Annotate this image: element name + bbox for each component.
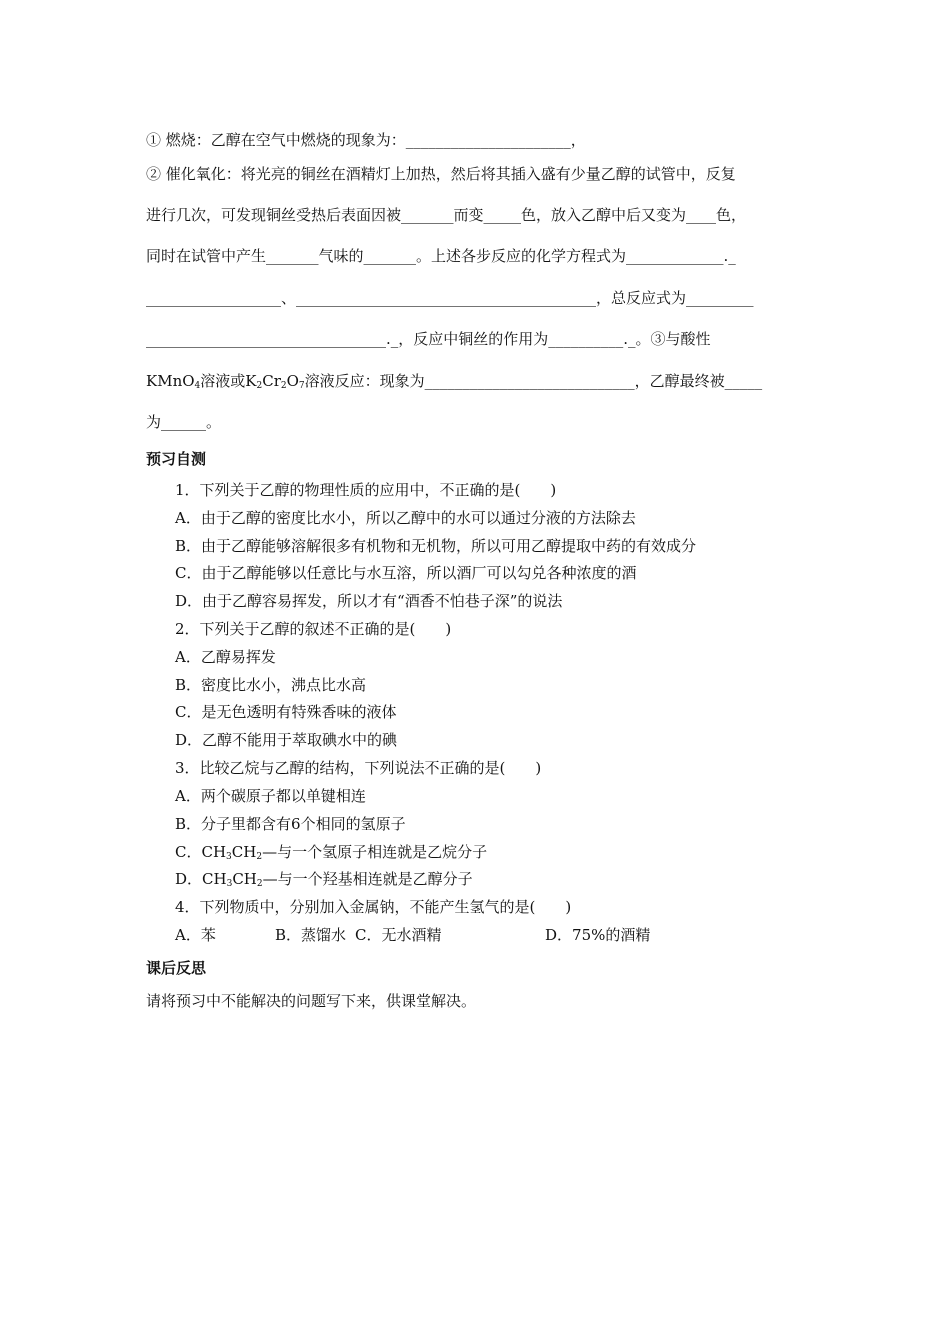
catalytic-oxidation-line-3: 同时在试管中产生_______气味的_______。上述各步反应的化学方程式为_____________._	[146, 247, 736, 265]
text-segment: D．CH	[175, 870, 227, 888]
text-segment: CH	[231, 843, 257, 861]
subscript: 2	[256, 852, 263, 862]
subscript: 7	[298, 381, 305, 391]
subscript: 2	[280, 381, 287, 391]
combustion-line: ① 燃烧：乙醇在空气中燃烧的现象为：______________________，	[146, 131, 586, 149]
question-2-option-d: D．乙醇不能用于萃取碘水中的碘	[175, 731, 398, 749]
question-4-option-c: C．无水酒精	[355, 926, 442, 944]
question-4-option-b: B．蒸馏水	[275, 926, 347, 944]
kmno4-text: KMnO	[146, 372, 195, 390]
question-1-option-a: A．由于乙醇的密度比水小，所以乙醇中的水可以通过分液的方法除去	[175, 509, 636, 527]
question-1: 1．下列关于乙醇的物理性质的应用中，不正确的是( )	[175, 481, 557, 499]
text-segment: O	[286, 372, 299, 390]
acidic-oxidant-line	[146, 370, 762, 391]
text-segment: 溶液反应：现象为____________________________，乙醇最终被_____	[304, 372, 763, 390]
question-2-option-a: A．乙醇易挥发	[175, 648, 276, 666]
subscript: 2	[256, 381, 263, 391]
subscript: 2	[256, 879, 263, 889]
catalytic-oxidation-line-5: ________________________________._，反应中铜丝的作用为__________._。③与酸性	[146, 330, 711, 348]
catalytic-oxidation-line-1: ② 催化氧化：将光亮的铜丝在酒精灯上加热，然后将其插入盛有少量乙醇的试管中，反复	[146, 165, 736, 183]
text-segment: CH	[232, 870, 257, 888]
section-title-preview-test: 预习自测	[146, 450, 207, 468]
subscript: 3	[226, 879, 233, 889]
catalytic-oxidation-line-2: 进行几次，可发现铜丝受热后表面因被_______而变_____色，放入乙醇中后又变为____色，	[146, 206, 747, 224]
question-4-options	[175, 924, 650, 945]
section-title-reflection: 课后反思	[146, 959, 207, 977]
question-4-option-d: D．75%的酒精	[545, 926, 651, 944]
reflection-text: 请将预习中不能解决的问题写下来，供课堂解决。	[146, 992, 477, 1010]
question-1-option-d: D．由于乙醇容易挥发，所以才有“酒香不怕巷子深”的说法	[175, 592, 563, 610]
subscript: 4	[194, 381, 201, 391]
text-segment: —与一个氢原子相连就是乙烷分子	[262, 843, 488, 861]
oxidation-product-line: 为______。	[146, 413, 222, 431]
catalytic-oxidation-line-4: __________________、________________________________________，总反应式为_________	[146, 289, 754, 307]
question-1-option-b: B．由于乙醇能够溶解很多有机物和无机物，所以可用乙醇提取中药的有效成分	[175, 537, 697, 555]
text-segment: C．CH	[175, 843, 227, 861]
question-4-option-a: A．苯	[175, 926, 216, 944]
question-3: 3．比较乙烷与乙醇的结构，下列说法不正确的是( )	[175, 759, 542, 777]
text-segment: 溶液或K	[200, 372, 257, 390]
text-segment: —与一个羟基相连就是乙醇分子	[262, 870, 473, 888]
question-2-option-c: C．是无色透明有特殊香味的液体	[175, 703, 397, 721]
question-3-option-a: A．两个碳原子都以单键相连	[175, 787, 366, 805]
question-3-option-c	[175, 841, 487, 862]
question-3-option-d	[175, 868, 473, 889]
question-4: 4．下列物质中，分别加入金属钠，不能产生氢气的是( )	[175, 898, 572, 916]
subscript: 3	[226, 852, 232, 862]
question-2: 2．下列关于乙醇的叙述不正确的是( )	[175, 620, 452, 638]
text-segment: Cr	[262, 372, 281, 390]
question-3-option-b: B．分子里都含有6个相同的氢原子	[175, 815, 406, 833]
question-2-option-b: B．密度比水小，沸点比水高	[175, 676, 367, 694]
question-1-option-c: C．由于乙醇能够以任意比与水互溶，所以酒厂可以勾兑各种浓度的酒	[175, 564, 637, 582]
